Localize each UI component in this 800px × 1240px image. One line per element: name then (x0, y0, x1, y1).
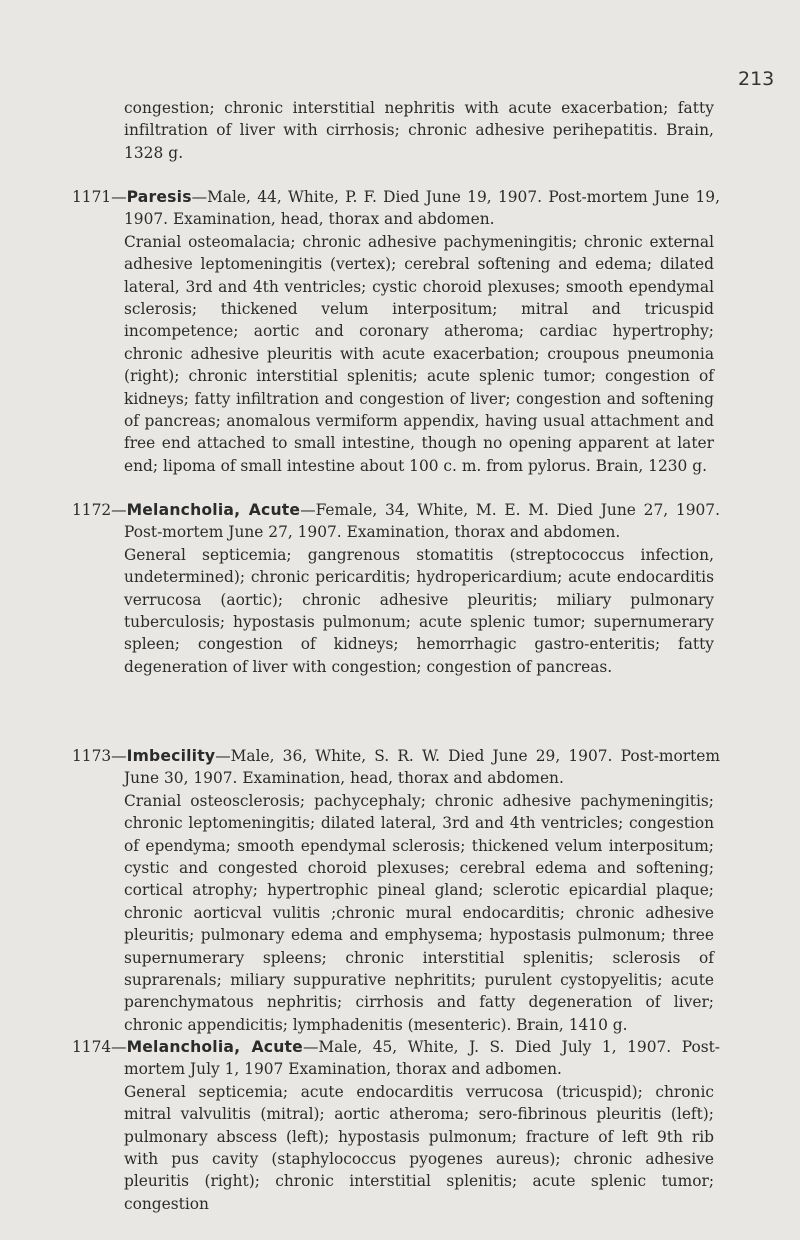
case-details: —Male, 45, White, J. S. Died July 1, 1907. Post-mortem July 1, 1907 Examination, thorax and adbomen. (124, 1038, 720, 1079)
entry-header (0, 186, 720, 231)
dash: — (111, 188, 127, 206)
entry-findings: General septicemia; gangrenous stomatitis (streptococcus infection, undetermined); chronic pericarditis; hydropericardium; acute endocarditis verrucosa (aortic); chronic adhesive pleuritis; miliary pulmonary tuberculosis; hypostasis pulmonum; acute splenic tumor; supernumerary spleen; congestion of kidneys; hemorrhagic gastro-enteritis; fatty degeneration of liver with congestion; congestion of pancreas. (124, 545, 714, 676)
case-number: 1174 (72, 1038, 112, 1056)
diagnosis-title: Melancholia, Acute (126, 501, 301, 519)
case-details: —Male, 36, White, S. R. W. Died June 29, 1907. Post-mortem June 30, 1907. Examination, head, thorax and abdomen. (124, 747, 720, 788)
continuation-paragraph: congestion; chronic interstitial nephritis with acute exacerbation; fatty infiltration of liver with cirrhosis; chronic adhesive perihepatitis. Brain, 1328 g. (124, 99, 714, 162)
case-entry-1174 (0, 1036, 800, 1215)
page-number: 213 (738, 68, 775, 90)
entry-header (0, 1036, 720, 1081)
case-number: 1172 (72, 501, 112, 519)
case-number: 1171 (72, 188, 112, 206)
continuation-block (0, 97, 800, 164)
diagnosis-title: Melancholia, Acute (126, 1038, 303, 1056)
entry-header (0, 499, 720, 544)
case-entry-1171 (0, 186, 800, 477)
entry-header (0, 745, 720, 790)
diagnosis-title: Imbecility (126, 747, 216, 765)
case-details: —Male, 44, White, P. F. Died June 19, 1907. Post-mortem June 19, 1907. Examination, head, thorax and abdomen. (124, 188, 720, 229)
dash: — (111, 1038, 127, 1056)
entry-findings: Cranial osteosclerosis; pachycephaly; chronic adhesive pachymeningitis; chronic leptomeningitis; dilated lateral, 3rd and 4th ventricles; congestion of ependyma; smooth ependymal sclerosis; thickened velum interpositum; cystic and congested choroid plexuses; cerebral edema and softening; cortical atrophy; hypertrophic pineal gland; sclerotic epicardial plaque; chronic aorticval vulitis ;chronic mural endocarditis; chronic adhesive pleuritis; pulmonary edema and emphysema; hypostasis pulmonum; three supernumerary spleens; chronic interstitial splenitis; sclerosis of suprarenals; miliary suppurative nephritits; purulent cystopyelitis; acute parenchymatous nephritis; cirrhosis and fatty degeneration of liver; chronic appendicitis; lymphadenitis (mesenteric). Brain, 1410 g. (124, 791, 714, 1034)
dash: — (111, 747, 127, 765)
entry-findings: General septicemia; acute endocarditis verrucosa (tricuspid); chronic mitral valvulitis (mitral); aortic atheroma; sero-fibrinous pleuritis (left); pulmonary abscess (left); hypostasis pulmonum; fracture of left 9th rib with pus cavity (staphylococcus pyogenes aureus); chronic adhesive pleuritis (right); chronic interstitial splenitis; acute splenic tumor; congestion (124, 1082, 714, 1213)
diagnosis-title: Paresis (126, 188, 192, 206)
entry-findings: Cranial osteomalacia; chronic adhesive pachymeningitis; chronic external adhesive leptomeningitis (vertex); cerebral softening and edema; dilated lateral, 3rd and 4th ventricles; cystic choroid plexuses; smooth ependymal sclerosis; thickened velum interpositum; mitral and tricuspid incompetence; aortic and coronary atheroma; cardiac hypertrophy; chronic adhesive pleuritis with acute exacerbation; croupous pneumonia (right); chronic interstitial splenitis; acute splenic tumor; congestion of kidneys; fatty infiltration and congestion of liver; congestion and softening of pancreas; anomalous vermiform appendix, having usual attachment and free end attached to small intestine, though no opening apparent at later end; lipoma of small intestine about 100 c. m. from pylorus. Brain, 1230 g. (124, 232, 714, 475)
case-number: 1173 (72, 747, 112, 765)
case-details: —Female, 34, White, M. E. M. Died June 27, 1907. Post-mortem June 27, 1907. Examination, thorax and abdomen. (124, 501, 720, 542)
case-entry-1172 (0, 499, 800, 678)
dash: — (111, 501, 127, 519)
case-entry-1173 (0, 745, 800, 1036)
